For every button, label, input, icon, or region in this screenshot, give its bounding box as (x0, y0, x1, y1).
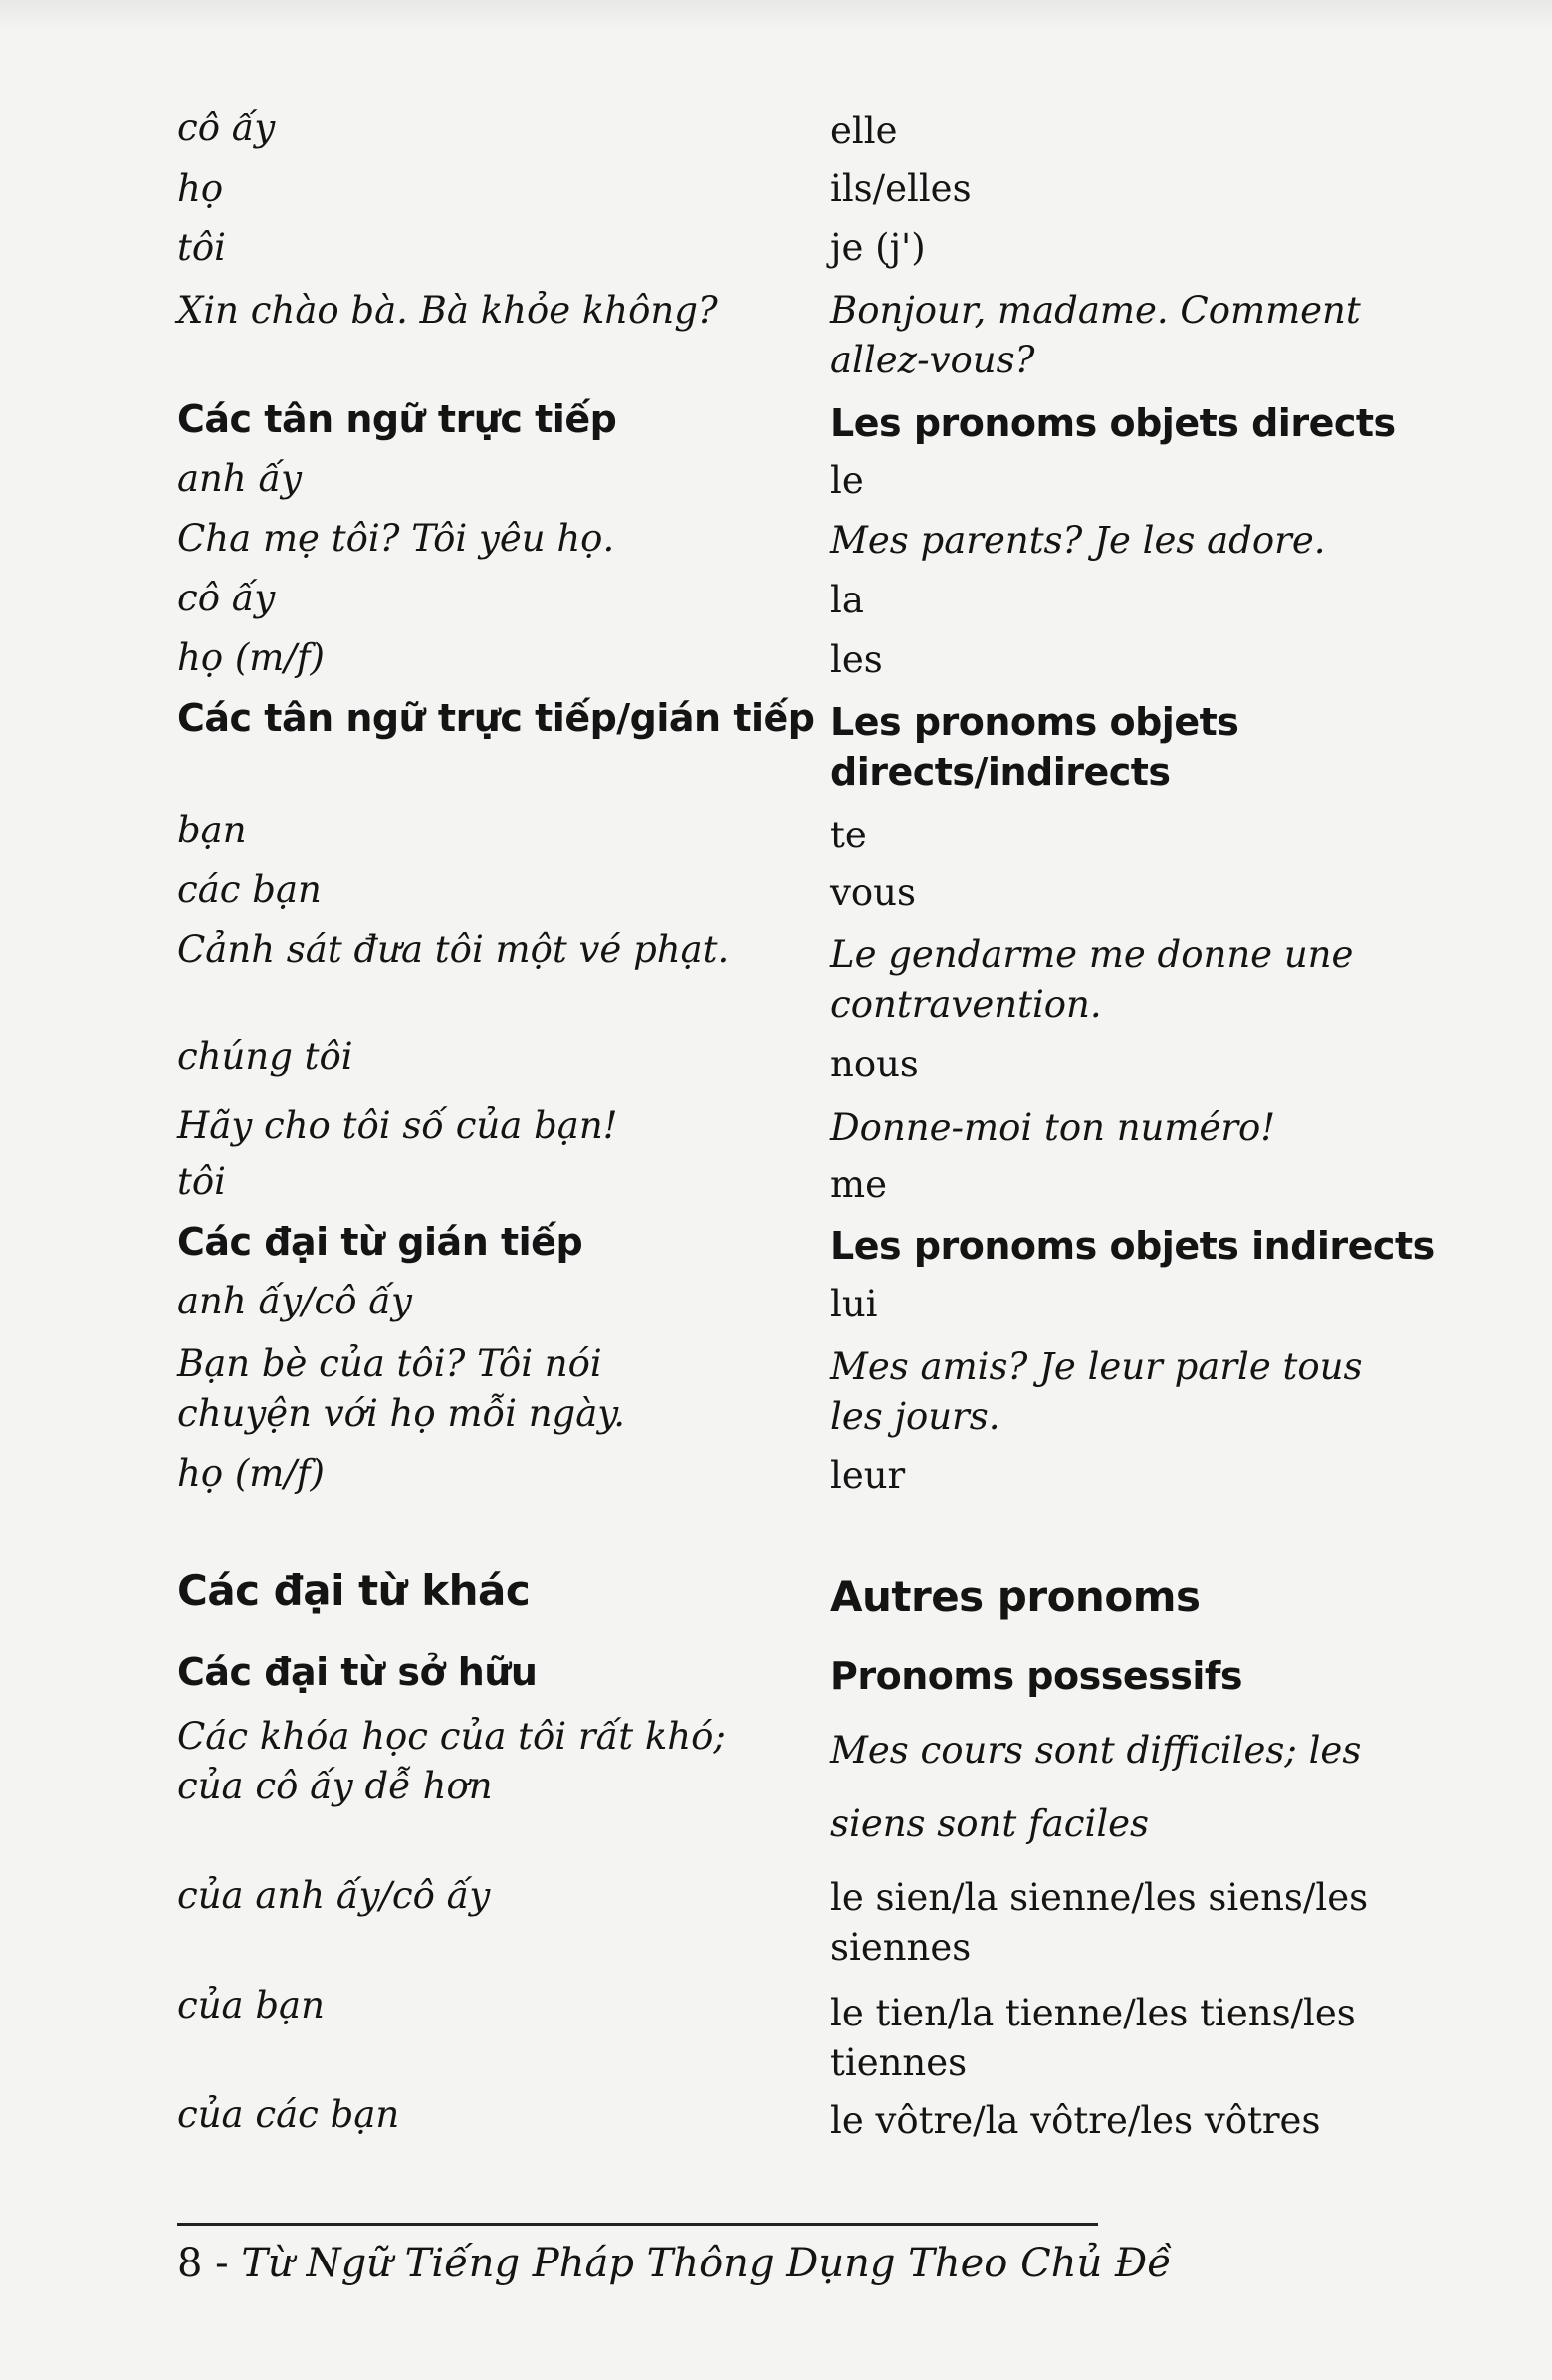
section-heading-vi: Các đại từ gián tiếp (177, 1220, 583, 1264)
fr-term: les (830, 638, 883, 681)
fr-term: te (830, 814, 867, 856)
book-title: Từ Ngữ Tiếng Pháp Thông Dụng Theo Chủ Đề (241, 2241, 1172, 2286)
vi-term: tôi (177, 1160, 226, 1203)
section-heading-vi: Các đại từ sở hữu (177, 1650, 538, 1694)
vi-example: Cha mẹ tôi? Tôi yêu họ. (177, 517, 615, 560)
vi-term: cô ấy (177, 107, 276, 149)
fr-example: Mes cours sont difficiles; les siens sont faciles (830, 1729, 1362, 1845)
fr-example: Mes parents? Je les adore. (830, 519, 1326, 562)
fr-term: la (830, 579, 864, 621)
fr-example: Donne-moi ton numéro! (830, 1106, 1276, 1149)
vi-term: anh ấy/cô ấy (177, 1280, 412, 1322)
fr-term: nous (830, 1043, 919, 1085)
page-number: 8 - (177, 2241, 229, 2286)
fr-term: ils/elles (830, 167, 972, 210)
fr-term: lui (830, 1283, 878, 1325)
vi-term: cô ấy (177, 577, 276, 619)
fr-example: Le gendarme me donne une contravention. (830, 933, 1354, 1026)
section-heading-fr: Les pronoms objets directs/indirects (830, 700, 1239, 794)
section-heading-vi: Các đại từ khác (177, 1566, 531, 1615)
section-heading-vi: Các tân ngữ trực tiếp (177, 397, 617, 441)
fr-term: vous (830, 871, 916, 914)
section-heading-fr: Les pronoms objets directs (830, 401, 1396, 445)
vi-example: Xin chào bà. Bà khỏe không? (177, 289, 718, 332)
vi-term: của anh ấy/cô ấy (177, 1874, 491, 1917)
vi-example: Các khóa học của tôi rất khó; của cô ấy dễ hơn (177, 1715, 726, 1807)
vi-example: Hãy cho tôi số của bạn! (177, 1104, 618, 1147)
vi-term: của các bạn (177, 2093, 400, 2136)
fr-term: elle (830, 110, 898, 152)
page-footer (177, 2236, 1172, 2291)
vi-term: các bạn (177, 868, 322, 911)
section-heading-fr: Autres pronoms (830, 1572, 1201, 1621)
fr-example: Mes amis? Je leur parle tous les jours. (830, 1345, 1363, 1438)
fr-term: le tien/la tienne/les tiens/les tiennes (830, 1992, 1356, 2084)
fr-term: leur (830, 1454, 906, 1497)
section-heading-fr: Pronoms possessifs (830, 1654, 1243, 1698)
section-heading-vi: Các tân ngữ trực tiếp/gián tiếp (177, 696, 815, 740)
vi-term: của bạn (177, 1984, 325, 2026)
vi-term: anh ấy (177, 457, 303, 500)
vi-term: họ (177, 167, 224, 210)
footer-rule (177, 2223, 1098, 2226)
section-heading-fr: Les pronoms objets indirects (830, 1224, 1435, 1268)
vi-term: họ (m/f) (177, 636, 325, 679)
fr-term: le vôtre/la vôtre/les vôtres (830, 2099, 1321, 2142)
vi-term: bạn (177, 809, 247, 851)
vi-term: họ (m/f) (177, 1452, 325, 1495)
vi-term: tôi (177, 226, 226, 269)
vi-example: Bạn bè của tôi? Tôi nói chuyện với họ mỗi ngày. (177, 1342, 626, 1435)
fr-term: je (j') (830, 226, 926, 269)
fr-term: le (830, 459, 864, 502)
vi-term: chúng tôi (177, 1035, 353, 1077)
vi-example: Cảnh sát đưa tôi một vé phạt. (177, 928, 730, 971)
fr-term: le sien/la sienne/les siens/les siennes (830, 1876, 1369, 1969)
fr-term: me (830, 1163, 887, 1206)
fr-example: Bonjour, madame. Comment allez-vous? (830, 289, 1361, 381)
